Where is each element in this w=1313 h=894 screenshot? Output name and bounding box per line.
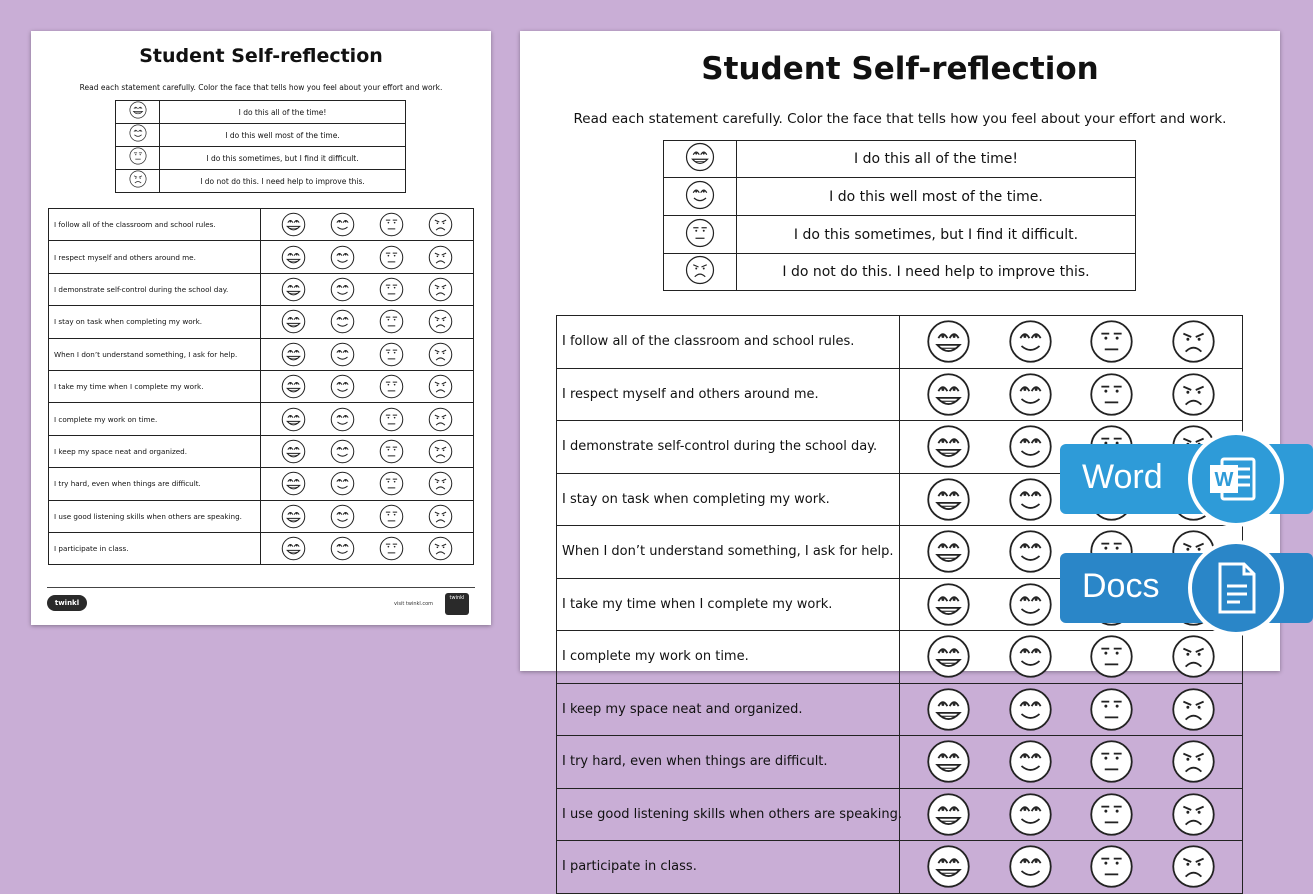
very-happy-face-icon[interactable] bbox=[281, 407, 306, 432]
face-choices bbox=[900, 631, 1243, 684]
statement-text: I respect myself and others around me. bbox=[49, 241, 261, 273]
statement-text: I use good listening skills when others are speaking. bbox=[49, 500, 261, 532]
key-face-cell bbox=[116, 170, 160, 193]
word-label: Word bbox=[1082, 458, 1163, 496]
neutral-face-icon[interactable] bbox=[379, 439, 404, 464]
statement-row bbox=[49, 241, 474, 273]
happy-face-icon[interactable] bbox=[1008, 792, 1053, 837]
docs-format-badge[interactable] bbox=[1060, 553, 1313, 623]
neutral-face-icon[interactable] bbox=[379, 374, 404, 399]
very-happy-face-icon[interactable] bbox=[281, 439, 306, 464]
very-happy-face-icon[interactable] bbox=[926, 844, 971, 889]
very-happy-face-icon bbox=[685, 142, 715, 172]
worksheet-title: Student Self-reflection bbox=[701, 51, 1099, 87]
statement-text: I use good listening skills when others are speaking. bbox=[557, 788, 900, 841]
key-face-cell bbox=[664, 216, 737, 254]
key-face-cell bbox=[116, 147, 160, 170]
sad-face-icon bbox=[685, 255, 715, 285]
svg-text:W: W bbox=[1214, 469, 1234, 491]
worksheet-thumbnail[interactable] bbox=[31, 31, 491, 625]
face-choices bbox=[261, 532, 474, 564]
sad-face-icon[interactable] bbox=[1171, 739, 1216, 784]
statement-text: I take my time when I complete my work. bbox=[49, 370, 261, 402]
neutral-face-icon[interactable] bbox=[379, 245, 404, 270]
docs-file-icon bbox=[1188, 540, 1284, 636]
sad-face-icon bbox=[129, 170, 147, 188]
neutral-face-icon[interactable] bbox=[1089, 792, 1134, 837]
statement-text: When I don’t understand something, I ask for help. bbox=[557, 526, 900, 579]
face-choices bbox=[900, 368, 1243, 421]
neutral-face-icon[interactable] bbox=[1089, 634, 1134, 679]
happy-face-icon[interactable] bbox=[1008, 477, 1053, 522]
happy-face-icon bbox=[129, 124, 147, 142]
happy-face-icon[interactable] bbox=[330, 277, 355, 302]
very-happy-face-icon[interactable] bbox=[926, 582, 971, 627]
key-text: I do not do this. I need help to improve this. bbox=[160, 170, 406, 193]
statement-text: I keep my space neat and organized. bbox=[49, 435, 261, 467]
statement-text: I participate in class. bbox=[557, 841, 900, 894]
sad-face-icon[interactable] bbox=[428, 439, 453, 464]
statement-row bbox=[49, 306, 474, 338]
happy-face-icon[interactable] bbox=[330, 245, 355, 270]
worksheet-title: Student Self-reflection bbox=[139, 45, 383, 67]
statement-text: I try hard, even when things are difficult. bbox=[49, 468, 261, 500]
very-happy-face-icon[interactable] bbox=[926, 687, 971, 732]
happy-face-icon[interactable] bbox=[1008, 844, 1053, 889]
happy-face-icon bbox=[685, 180, 715, 210]
neutral-face-icon[interactable] bbox=[379, 212, 404, 237]
face-choices bbox=[261, 500, 474, 532]
neutral-face-icon[interactable] bbox=[379, 407, 404, 432]
statement-text: I demonstrate self-control during the school day. bbox=[49, 273, 261, 305]
statement-text: I respect myself and others around me. bbox=[557, 368, 900, 421]
statement-text: I follow all of the classroom and school rules. bbox=[49, 209, 261, 241]
statement-row bbox=[49, 273, 474, 305]
statement-text: I complete my work on time. bbox=[557, 631, 900, 684]
very-happy-face-icon[interactable] bbox=[926, 372, 971, 417]
face-choices bbox=[261, 306, 474, 338]
sad-face-icon[interactable] bbox=[428, 342, 453, 367]
statement-row bbox=[49, 338, 474, 370]
key-face-cell bbox=[664, 141, 737, 178]
neutral-face-icon bbox=[685, 218, 715, 248]
sad-face-icon[interactable] bbox=[1171, 687, 1216, 732]
very-happy-face-icon[interactable] bbox=[281, 342, 306, 367]
word-file-icon bbox=[1188, 431, 1284, 527]
very-happy-face-icon[interactable] bbox=[281, 536, 306, 561]
face-key-table bbox=[115, 100, 406, 193]
footer-divider bbox=[47, 587, 475, 588]
happy-face-icon[interactable] bbox=[1008, 634, 1053, 679]
happy-face-icon[interactable] bbox=[330, 342, 355, 367]
very-happy-face-icon[interactable] bbox=[926, 477, 971, 522]
neutral-face-icon[interactable] bbox=[1089, 319, 1134, 364]
face-choices bbox=[261, 273, 474, 305]
statement-row bbox=[49, 468, 474, 500]
statements-table bbox=[48, 208, 474, 565]
key-face-cell bbox=[664, 254, 737, 291]
statement-row bbox=[557, 368, 1243, 421]
sad-face-icon[interactable] bbox=[1171, 372, 1216, 417]
sad-face-icon[interactable] bbox=[428, 245, 453, 270]
statement-text: When I don’t understand something, I ask for help. bbox=[49, 338, 261, 370]
very-happy-face-icon[interactable] bbox=[281, 212, 306, 237]
face-choices bbox=[261, 241, 474, 273]
statement-text: I stay on task when completing my work. bbox=[557, 473, 900, 526]
happy-face-icon[interactable] bbox=[1008, 687, 1053, 732]
twinkl-badge: twinkl bbox=[445, 593, 469, 615]
sad-face-icon[interactable] bbox=[428, 407, 453, 432]
key-face-cell bbox=[116, 124, 160, 147]
very-happy-face-icon[interactable] bbox=[926, 739, 971, 784]
statement-row bbox=[557, 631, 1243, 684]
neutral-face-icon[interactable] bbox=[1089, 844, 1134, 889]
statement-row bbox=[557, 841, 1243, 894]
happy-face-icon[interactable] bbox=[330, 504, 355, 529]
neutral-face-icon[interactable] bbox=[1089, 739, 1134, 784]
happy-face-icon[interactable] bbox=[330, 212, 355, 237]
key-text: I do this all of the time! bbox=[737, 141, 1136, 178]
statement-text: I participate in class. bbox=[49, 532, 261, 564]
statement-row bbox=[49, 403, 474, 435]
face-choices bbox=[900, 841, 1243, 894]
very-happy-face-icon[interactable] bbox=[926, 634, 971, 679]
happy-face-icon[interactable] bbox=[330, 439, 355, 464]
face-choices bbox=[900, 788, 1243, 841]
key-text: I do this sometimes, but I find it difficult. bbox=[160, 147, 406, 170]
face-choices bbox=[261, 435, 474, 467]
neutral-face-icon[interactable] bbox=[379, 277, 404, 302]
sad-face-icon[interactable] bbox=[428, 309, 453, 334]
sad-face-icon[interactable] bbox=[1171, 792, 1216, 837]
very-happy-face-icon[interactable] bbox=[281, 374, 306, 399]
statement-row bbox=[557, 316, 1243, 369]
sad-face-icon[interactable] bbox=[428, 504, 453, 529]
statement-text: I keep my space neat and organized. bbox=[557, 683, 900, 736]
twinkl-logo: twinkl bbox=[47, 595, 87, 611]
neutral-face-icon bbox=[129, 147, 147, 165]
happy-face-icon[interactable] bbox=[1008, 529, 1053, 574]
key-text: I do this sometimes, but I find it difficult. bbox=[737, 216, 1136, 254]
very-happy-face-icon[interactable] bbox=[926, 792, 971, 837]
worksheet-instructions: Read each statement carefully. Color the face that tells how you feel about your effort and work. bbox=[573, 111, 1227, 127]
happy-face-icon[interactable] bbox=[1008, 424, 1053, 469]
happy-face-icon[interactable] bbox=[330, 407, 355, 432]
neutral-face-icon[interactable] bbox=[379, 471, 404, 496]
happy-face-icon[interactable] bbox=[1008, 739, 1053, 784]
statement-row bbox=[557, 736, 1243, 789]
worksheet-instructions: Read each statement carefully. Color the face that tells how you feel about your effort and work. bbox=[79, 83, 443, 92]
neutral-face-icon[interactable] bbox=[379, 504, 404, 529]
very-happy-face-icon[interactable] bbox=[281, 309, 306, 334]
statement-row bbox=[557, 788, 1243, 841]
key-text: I do not do this. I need help to improve this. bbox=[737, 254, 1136, 291]
sad-face-icon[interactable] bbox=[1171, 844, 1216, 889]
key-face-cell bbox=[664, 178, 737, 216]
statement-row bbox=[557, 683, 1243, 736]
face-choices bbox=[900, 736, 1243, 789]
statement-row bbox=[49, 370, 474, 402]
key-face-cell bbox=[116, 101, 160, 124]
statement-row bbox=[49, 500, 474, 532]
happy-face-icon[interactable] bbox=[330, 471, 355, 496]
neutral-face-icon[interactable] bbox=[1089, 687, 1134, 732]
statement-text: I complete my work on time. bbox=[49, 403, 261, 435]
very-happy-face-icon[interactable] bbox=[281, 245, 306, 270]
sad-face-icon[interactable] bbox=[428, 471, 453, 496]
sad-face-icon[interactable] bbox=[428, 374, 453, 399]
sad-face-icon[interactable] bbox=[1171, 319, 1216, 364]
face-choices bbox=[261, 338, 474, 370]
neutral-face-icon[interactable] bbox=[379, 342, 404, 367]
happy-face-icon[interactable] bbox=[330, 536, 355, 561]
face-choices bbox=[900, 316, 1243, 369]
neutral-face-icon[interactable] bbox=[379, 309, 404, 334]
statement-row bbox=[49, 435, 474, 467]
key-text: I do this well most of the time. bbox=[737, 178, 1136, 216]
happy-face-icon[interactable] bbox=[1008, 319, 1053, 364]
statement-row bbox=[49, 209, 474, 241]
face-choices bbox=[261, 403, 474, 435]
sad-face-icon[interactable] bbox=[428, 212, 453, 237]
sad-face-icon[interactable] bbox=[428, 536, 453, 561]
statement-text: I try hard, even when things are difficult. bbox=[557, 736, 900, 789]
key-text: I do this well most of the time. bbox=[160, 124, 406, 147]
statement-row bbox=[49, 532, 474, 564]
word-format-badge[interactable] bbox=[1060, 444, 1313, 514]
neutral-face-icon[interactable] bbox=[1089, 372, 1134, 417]
happy-face-icon[interactable] bbox=[1008, 372, 1053, 417]
happy-face-icon[interactable] bbox=[1008, 582, 1053, 627]
statement-text: I take my time when I complete my work. bbox=[557, 578, 900, 631]
face-choices bbox=[900, 683, 1243, 736]
statement-text: I stay on task when completing my work. bbox=[49, 306, 261, 338]
happy-face-icon[interactable] bbox=[330, 309, 355, 334]
very-happy-face-icon[interactable] bbox=[926, 529, 971, 574]
very-happy-face-icon[interactable] bbox=[926, 424, 971, 469]
very-happy-face-icon[interactable] bbox=[281, 504, 306, 529]
statement-text: I follow all of the classroom and school rules. bbox=[557, 316, 900, 369]
happy-face-icon[interactable] bbox=[330, 374, 355, 399]
face-key-table bbox=[663, 140, 1136, 291]
key-text: I do this all of the time! bbox=[160, 101, 406, 124]
very-happy-face-icon[interactable] bbox=[926, 319, 971, 364]
face-choices bbox=[261, 468, 474, 500]
face-choices bbox=[261, 209, 474, 241]
very-happy-face-icon[interactable] bbox=[281, 471, 306, 496]
docs-label: Docs bbox=[1082, 567, 1160, 605]
footer-url: visit twinkl.com bbox=[394, 601, 434, 607]
statement-text: I demonstrate self-control during the school day. bbox=[557, 421, 900, 474]
sad-face-icon[interactable] bbox=[1171, 634, 1216, 679]
very-happy-face-icon[interactable] bbox=[281, 277, 306, 302]
very-happy-face-icon bbox=[129, 101, 147, 119]
face-choices bbox=[261, 370, 474, 402]
sad-face-icon[interactable] bbox=[428, 277, 453, 302]
neutral-face-icon[interactable] bbox=[379, 536, 404, 561]
